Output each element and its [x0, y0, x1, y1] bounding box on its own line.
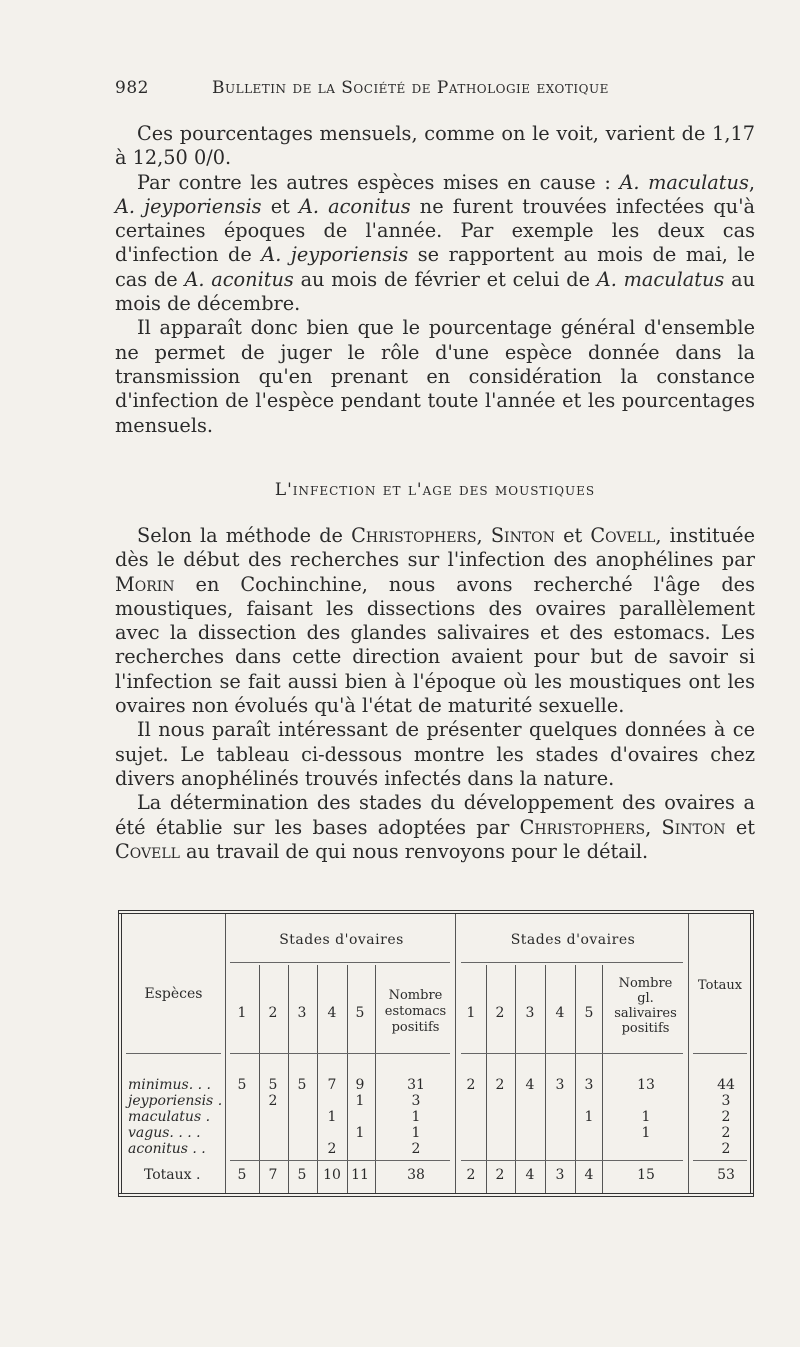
stage-cell: 1 — [584, 1109, 594, 1125]
totals-label: Totaux . — [144, 1167, 201, 1183]
total-stage-cell: 7 — [268, 1167, 278, 1183]
stage-cell: 1 — [355, 1125, 365, 1141]
text-block-bottom — [115, 524, 755, 864]
text-block-top — [115, 122, 755, 438]
total-stage-cell: 5 — [237, 1167, 247, 1183]
stage-header: 1 — [466, 1005, 476, 1021]
stage-cell: 2 — [327, 1141, 337, 1157]
stage-header: 2 — [495, 1005, 505, 1021]
stage-cell: 1 — [355, 1093, 365, 1109]
total-stage-cell: 4 — [525, 1167, 535, 1183]
species-cell: aconitus . . — [128, 1141, 206, 1157]
salivaires-cell: 1 — [641, 1125, 651, 1141]
stage-cell: 5 — [268, 1077, 278, 1093]
paragraph: Par contre les autres espèces mises en cause : A. maculatus, A. jeyporiensis et A. aconitus ne furent trouvées infectées qu'à certaines époques de l'année. Par exemple les deux cas d'infection de A. jeyporiensis se rapportent au mois de mai, le cas de A. aconitus au mois de février et celui de A. maculatus au mois de décembre. — [115, 170, 755, 316]
stage-cell: 5 — [297, 1077, 307, 1093]
stage-cell: 3 — [555, 1077, 565, 1093]
total-estomacs-cell: 38 — [407, 1167, 425, 1183]
stage-header: 5 — [355, 1005, 365, 1021]
stage-cell: 4 — [525, 1077, 535, 1093]
estomacs-cell: 31 — [407, 1077, 425, 1093]
col-especes: Espèces — [144, 986, 203, 1002]
total-stage-cell: 4 — [584, 1167, 594, 1183]
total-stage-cell: 5 — [297, 1167, 307, 1183]
total-cell: 3 — [721, 1093, 731, 1109]
total-cell: 2 — [721, 1109, 731, 1125]
total-stage-cell: 3 — [555, 1167, 565, 1183]
total-cell: 2 — [721, 1125, 731, 1141]
paragraph: Il nous paraît intéressant de présenter quelques données à ce sujet. Le tableau ci-dessous montre les stades d'ovaires chez divers anophélinés trouvés infectés dans la nature. — [115, 718, 755, 790]
total-stage-cell: 10 — [323, 1167, 341, 1183]
total-salivaires-cell: 15 — [637, 1167, 655, 1183]
col-estomacs: Nombre estomacs positifs — [384, 988, 447, 1035]
estomacs-cell: 3 — [411, 1093, 421, 1109]
total-stage-cell: 2 — [466, 1167, 476, 1183]
stage-cell: 5 — [237, 1077, 247, 1093]
total-stage-cell: 2 — [495, 1167, 505, 1183]
salivaires-cell: 1 — [641, 1109, 651, 1125]
total-cell: 44 — [717, 1077, 735, 1093]
species-cell: minimus. . . — [128, 1077, 211, 1093]
ovary-stage-table — [118, 910, 754, 1197]
col-salivaires: Nombre gl. salivaires positifs — [614, 976, 677, 1036]
group1-header: Stades d'ovaires — [279, 932, 404, 948]
salivaires-cell: 13 — [637, 1077, 655, 1093]
stage-cell: 2 — [466, 1077, 476, 1093]
estomacs-cell: 1 — [411, 1109, 421, 1125]
stage-cell: 7 — [327, 1077, 337, 1093]
total-stage-cell: 11 — [351, 1167, 369, 1183]
stage-header: 3 — [297, 1005, 307, 1021]
estomacs-cell: 2 — [411, 1141, 421, 1157]
journal-title: Bulletin de la Société de Pathologie exotique — [212, 78, 609, 98]
stage-header: 4 — [327, 1005, 337, 1021]
total-cell: 2 — [721, 1141, 731, 1157]
stage-header: 4 — [555, 1005, 565, 1021]
stage-header: 1 — [237, 1005, 247, 1021]
stage-header: 3 — [525, 1005, 535, 1021]
paragraph: Il apparaît donc bien que le pourcentage général d'ensemble ne permet de juger le rôle d'une espèce donnée dans la transmission qu'en prenant en considération la constance d'infection de l'espèce pendant toute l'année et les pourcentages mensuels. — [115, 316, 755, 437]
grand-total-cell: 53 — [717, 1167, 735, 1183]
stage-cell: 2 — [268, 1093, 278, 1109]
page-number: 982 — [115, 78, 149, 98]
paragraph: Ces pourcentages mensuels, comme on le voit, varient de 1,17 à 12,50 0/0. — [115, 122, 755, 170]
species-cell: maculatus . — [128, 1109, 211, 1125]
section-title: L'infection et l'age des moustiques — [274, 480, 596, 500]
stage-cell: 1 — [327, 1109, 337, 1125]
species-cell: jeyporiensis . — [128, 1093, 223, 1109]
stage-cell: 2 — [495, 1077, 505, 1093]
species-cell: vagus. . . . — [128, 1125, 201, 1141]
stage-header: 5 — [584, 1005, 594, 1021]
stage-cell: 3 — [584, 1077, 594, 1093]
stage-header: 2 — [268, 1005, 278, 1021]
group2-header: Stades d'ovaires — [510, 932, 636, 948]
paragraph: La détermination des stades du développement des ovaires a été établie sur les bases adoptées par Christophers, Sinton et Covell au travail de qui nous renvoyons pour le détail. — [115, 791, 756, 863]
stage-cell: 9 — [355, 1077, 365, 1093]
estomacs-cell: 1 — [411, 1125, 421, 1141]
paragraph: Selon la méthode de Christophers, Sinton et Covell, instituée dès le début des recherches sur l'infection des anophélines par Morin en Cochinchine, nous avons recherché l'âge des moustiques, faisant les dissections des ovaires parallèlement avec la dissection des glandes salivaires et des estomacs. Les recherches dans cette direction avaient pour but de savoir si l'infection se fait aussi bien à l'époque où les moustiques ont les ovaires non évolués qu'à l'état de maturité sexuelle. — [115, 524, 756, 718]
col-totaux: Totaux — [697, 978, 743, 993]
